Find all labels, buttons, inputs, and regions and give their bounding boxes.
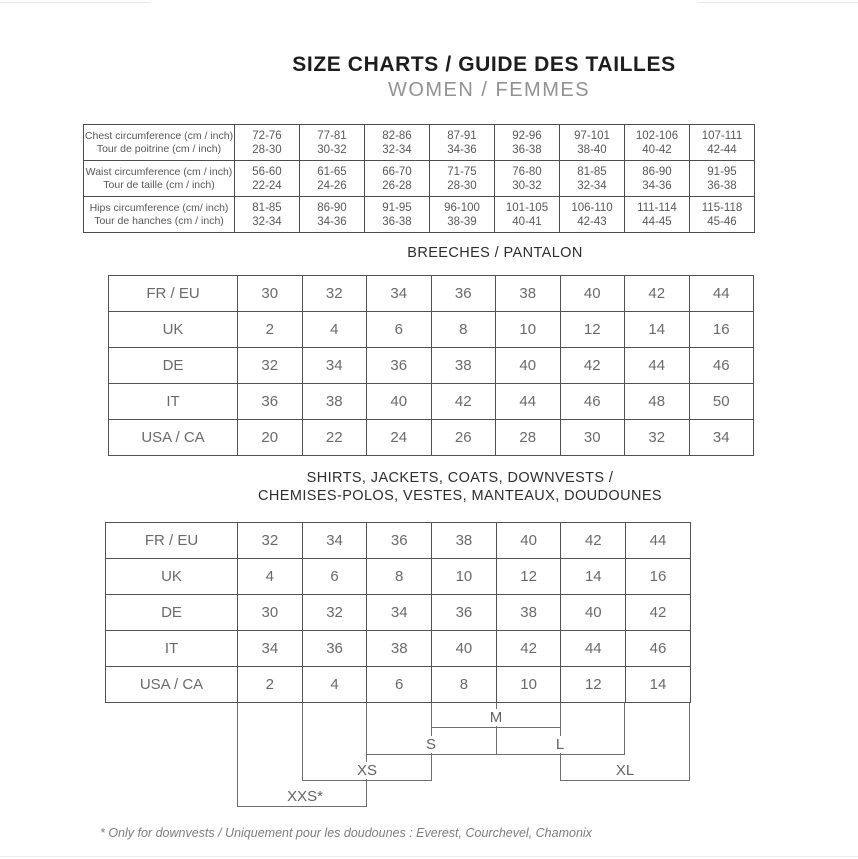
measurement-cell [560,125,625,161]
value-inch: 34-36 [317,215,347,228]
size-cell: 28 [496,420,561,456]
value-cm: 76-80 [512,165,542,178]
size-cell: 32 [625,420,690,456]
size-cell: 6 [367,312,432,348]
size-cell: 48 [625,384,690,420]
measurement-cell [300,125,365,161]
value-inch: 42-43 [577,215,607,228]
table-row-waist [84,161,755,197]
size-cell: 34 [367,595,432,631]
value-cm: 77-81 [317,129,347,142]
row-label-fr: Tour de hanches (cm / inch) [94,214,224,227]
value-cm: 96-100 [444,201,480,214]
table-row-usa-ca [109,420,754,456]
value-cm: 115-118 [701,201,743,214]
size-cell: 2 [238,312,303,348]
table-row-uk [109,312,754,348]
size-cell: 44 [625,348,690,384]
value-inch: 44-45 [642,215,672,228]
size-cell: 4 [302,667,367,703]
size-cell: 42 [431,384,496,420]
shirts-title-line1: SHIRTS, JACKETS, COATS, DOWNVESTS / [306,470,614,486]
value-cm: 107-111 [701,129,743,142]
table-row-it [106,631,691,667]
row-label-cell [84,161,235,197]
shirts-title-line2: CHEMISES-POLOS, VESTES, MANTEAUX, DOUDOUNES [258,488,662,504]
size-label-xl: XL [611,762,639,779]
row-label-cell [84,125,235,161]
value-inch: 30-32 [512,179,542,192]
table-row-fr-eu [106,523,691,559]
page-subtitle: WOMEN / FEMMES [387,79,591,101]
value-inch: 26-28 [382,179,412,192]
value-inch: 38-40 [577,143,607,156]
size-cell: 30 [560,420,625,456]
row-label-cell: USA / CA [106,667,238,703]
value-cm: 56-60 [252,165,282,178]
value-cm: 91-95 [382,201,412,214]
size-cell: 42 [626,595,691,631]
size-cell: 2 [238,667,303,703]
size-cell: 32 [238,348,303,384]
size-cell: 42 [561,523,626,559]
size-cell: 34 [302,348,367,384]
size-label-xxs: XXS* [282,788,328,805]
shirts-table [105,522,691,703]
value-inch: 36-38 [512,143,542,156]
measurement-cell [365,197,430,233]
row-label-cell: USA / CA [109,420,238,456]
measurement-cell [560,197,625,233]
table-row-uk [106,559,691,595]
row-label-en: Chest circumference (cm / inch) [84,129,234,142]
value-cm: 91-95 [707,165,737,178]
value-inch: 40-42 [642,143,672,156]
size-cell: 46 [626,631,691,667]
measurement-cell [365,125,430,161]
measurement-cell [300,161,365,197]
measurement-cell [625,125,690,161]
size-cell: 40 [367,384,432,420]
size-cell: 42 [496,631,561,667]
row-label-fr: Tour de poitrine (cm / inch) [96,142,222,155]
value-cm: 72-76 [252,129,282,142]
breeches-section-title: BREECHES / PANTALON [407,245,583,261]
size-cell: 50 [689,384,754,420]
value-cm: 61-65 [317,165,347,178]
table-row-usa-ca [106,667,691,703]
size-cell: 30 [238,276,303,312]
measurement-cell [235,161,300,197]
size-cell: 12 [561,667,626,703]
row-label-cell: FR / EU [106,523,238,559]
value-cm: 66-70 [382,165,412,178]
page-title: SIZE CHARTS / GUIDE DES TAILLES [292,53,676,76]
row-label-cell: IT [106,631,238,667]
measurement-cell [690,125,755,161]
value-cm: 102-106 [635,129,679,142]
value-cm: 86-90 [642,165,672,178]
value-cm: 81-85 [577,165,607,178]
measurement-cell [690,161,755,197]
measurement-cell [625,197,690,233]
size-label-s: S [421,736,441,753]
size-cell: 16 [626,559,691,595]
table-row-de [109,348,754,384]
size-cell: 36 [432,595,497,631]
size-cell: 40 [496,348,561,384]
size-cell: 44 [496,384,561,420]
measurement-cell [560,161,625,197]
row-label-cell [84,197,235,233]
value-cm: 111-114 [637,201,677,214]
row-label-cell: DE [106,595,238,631]
value-inch: 30-32 [317,143,347,156]
value-cm: 81-85 [252,201,282,214]
size-cell: 36 [431,276,496,312]
size-cell: 40 [432,631,497,667]
measurement-cell [300,197,365,233]
size-cell: 40 [561,595,626,631]
value-inch: 32-34 [252,215,282,228]
value-inch: 45-46 [707,215,737,228]
row-label-cell: UK [106,559,238,595]
value-cm: 87-91 [447,129,477,142]
measurement-cell [365,161,430,197]
size-cell: 32 [302,276,367,312]
size-cell: 4 [302,312,367,348]
size-cell: 42 [560,348,625,384]
size-cell: 40 [560,276,625,312]
size-cell: 34 [302,523,367,559]
size-cell: 14 [625,312,690,348]
value-cm: 92-96 [512,129,542,142]
size-cell: 32 [302,595,367,631]
size-cell: 38 [496,276,561,312]
measurement-cell [625,161,690,197]
size-cell: 38 [431,348,496,384]
size-cell: 4 [238,559,303,595]
scan-edge-top-left [0,2,150,3]
size-cell: 10 [496,312,561,348]
row-label-en: Hips circumference (cm/ inch) [89,201,229,214]
size-cell: 12 [560,312,625,348]
size-cell: 44 [561,631,626,667]
measurement-cell [430,197,495,233]
table-row-hips [84,197,755,233]
scan-edge-top-right [698,2,858,3]
size-cell: 22 [302,420,367,456]
size-cell: 8 [431,312,496,348]
size-label-l: L [551,736,569,753]
size-cell: 10 [432,559,497,595]
size-cell: 36 [238,384,303,420]
value-cm: 82-86 [382,129,412,142]
row-label-fr: Tour de taille (cm / inch) [103,178,215,191]
value-inch: 28-30 [252,143,282,156]
value-inch: 42-44 [707,143,737,156]
size-cell: 34 [689,420,754,456]
size-cell: 24 [367,420,432,456]
measurement-cell [495,125,560,161]
size-label-xs: XS [352,762,382,779]
measurement-cell [690,197,755,233]
size-cell: 14 [626,667,691,703]
size-cell: 38 [496,595,561,631]
value-cm: 86-90 [317,201,347,214]
value-inch: 28-30 [447,179,477,192]
value-inch: 38-39 [447,215,477,228]
size-cell: 36 [302,631,367,667]
value-inch: 36-38 [382,215,412,228]
row-label-cell: IT [109,384,238,420]
scan-edge-bottom [0,856,858,857]
size-cell: 6 [302,559,367,595]
table-row-chest [84,125,755,161]
value-cm: 106-110 [571,201,613,214]
size-cell: 8 [367,559,432,595]
size-cell: 12 [496,559,561,595]
row-label-cell: UK [109,312,238,348]
size-cell: 40 [496,523,561,559]
size-label-m: M [485,709,508,726]
value-inch: 34-36 [447,143,477,156]
value-inch: 22-24 [252,179,282,192]
size-cell: 30 [238,595,303,631]
size-cell: 14 [561,559,626,595]
footnote: * Only for downvests / Uniquement pour les doudounes : Everest, Courchevel, Chamonix [100,826,592,840]
size-cell: 38 [302,384,367,420]
size-cell: 38 [432,523,497,559]
value-inch: 24-26 [317,179,347,192]
size-cell: 46 [560,384,625,420]
shirts-section-title [258,469,662,505]
value-inch: 34-36 [642,179,672,192]
value-inch: 36-38 [707,179,737,192]
table-row-de [106,595,691,631]
size-cell: 10 [496,667,561,703]
size-cell: 16 [689,312,754,348]
size-cell: 44 [689,276,754,312]
size-cell: 34 [238,631,303,667]
size-cell: 36 [367,523,432,559]
value-cm: 97-101 [574,129,610,142]
size-cell: 34 [367,276,432,312]
size-cell: 42 [625,276,690,312]
value-inch: 40-41 [512,215,542,228]
size-cell: 46 [689,348,754,384]
table-row-fr-eu [109,276,754,312]
measurement-cell [235,125,300,161]
measurement-cell [235,197,300,233]
row-label-cell: DE [109,348,238,384]
row-label-en: Waist circumference (cm / inch) [85,165,233,178]
measurement-cell [495,161,560,197]
size-cell: 6 [367,667,432,703]
size-cell: 26 [431,420,496,456]
value-cm: 101-105 [505,201,549,214]
value-cm: 71-75 [447,165,477,178]
table-row-it [109,384,754,420]
breeches-table [108,275,754,456]
value-inch: 32-34 [577,179,607,192]
measurement-cell [430,125,495,161]
size-cell: 20 [238,420,303,456]
size-cell: 38 [367,631,432,667]
measurements-table [83,124,755,233]
row-label-cell: FR / EU [109,276,238,312]
size-cell: 8 [432,667,497,703]
size-cell: 32 [238,523,303,559]
size-cell: 44 [626,523,691,559]
size-cell: 36 [367,348,432,384]
measurement-cell [495,197,560,233]
value-inch: 32-34 [382,143,412,156]
measurement-cell [430,161,495,197]
